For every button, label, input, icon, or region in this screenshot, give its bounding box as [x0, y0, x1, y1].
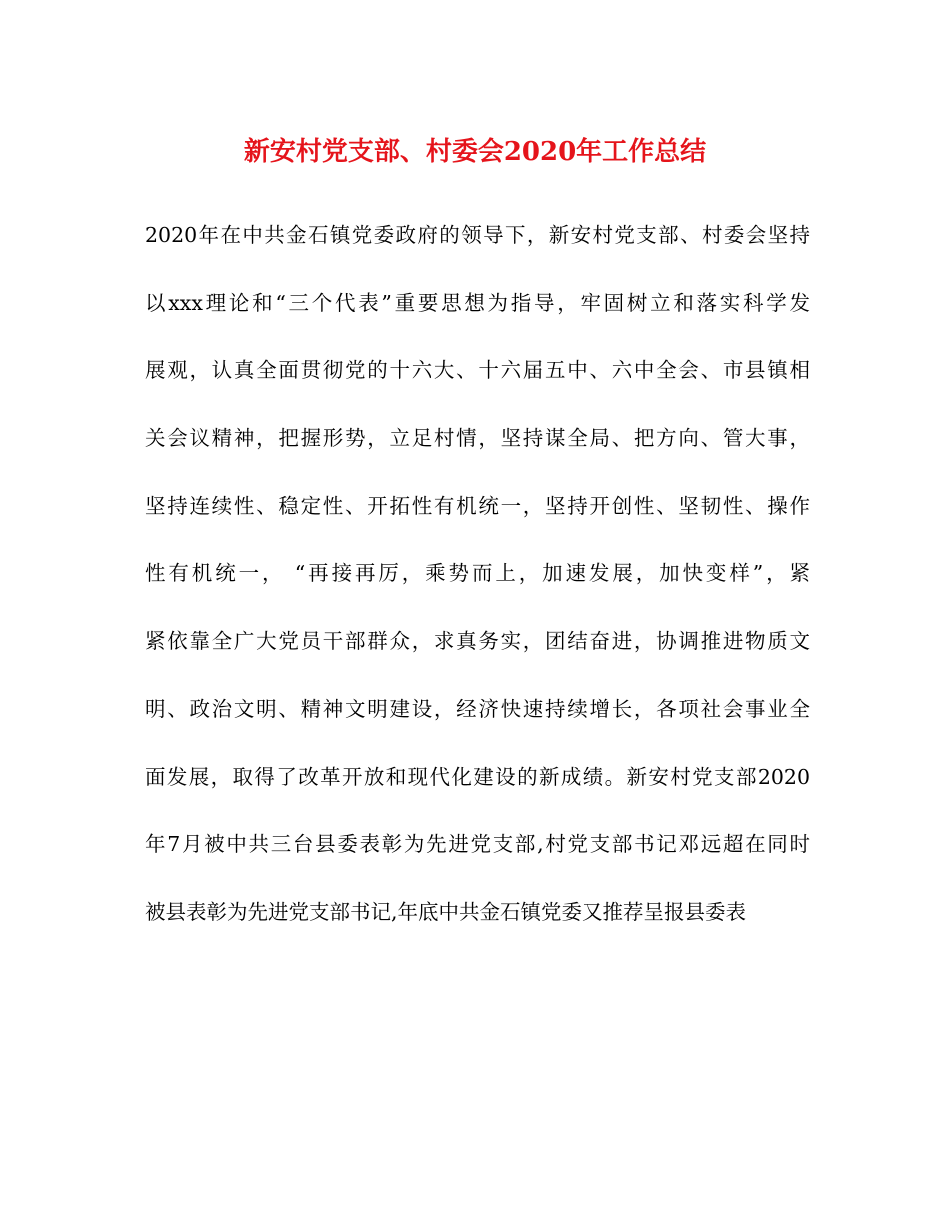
body-line: 被县表彰为先进党支部书记,年底中共金石镇党委又推荐呈报县委表	[145, 899, 747, 924]
body-line: 面发展，取得了改革开放和现代化建设的新成绩。新安村党支部2020	[145, 764, 810, 789]
body-line: 明、政治文明、精神文明建设，经济快速持续增长，各项社会事业全	[145, 696, 810, 721]
body-line: 紧依靠全广大党员干部群众，求真务实，团结奋进，协调推进物质文	[145, 629, 810, 654]
body-line: 关会议精神，把握形势，立足村情，坚持谋全局、把方向、管大事，	[145, 426, 810, 451]
body-line: 年7月被中共三台县委表彰为先进党支部,村党支部书记邓远超在同时	[145, 832, 810, 857]
body-line: 展观，认真全面贯彻党的十六大、十六届五中、六中全会、市县镇相	[145, 358, 810, 383]
body-line: 性有机统一， “再接再厉，乘势而上，加速发展，加快变样”，紧	[145, 561, 810, 586]
document-title: 新安村党支部、村委会2020年工作总结	[243, 137, 707, 167]
body-line: 坚持连续性、稳定性、开拓性有机统一，坚持开创性、坚韧性、操作	[145, 493, 810, 518]
body-line: 2020年在中共金石镇党委政府的领导下，新安村党支部、村委会坚持	[145, 223, 810, 247]
body-line: 以xxx理论和“三个代表”重要思想为指导，牢固树立和落实科学发	[145, 290, 810, 315]
document-body	[145, 218, 810, 963]
